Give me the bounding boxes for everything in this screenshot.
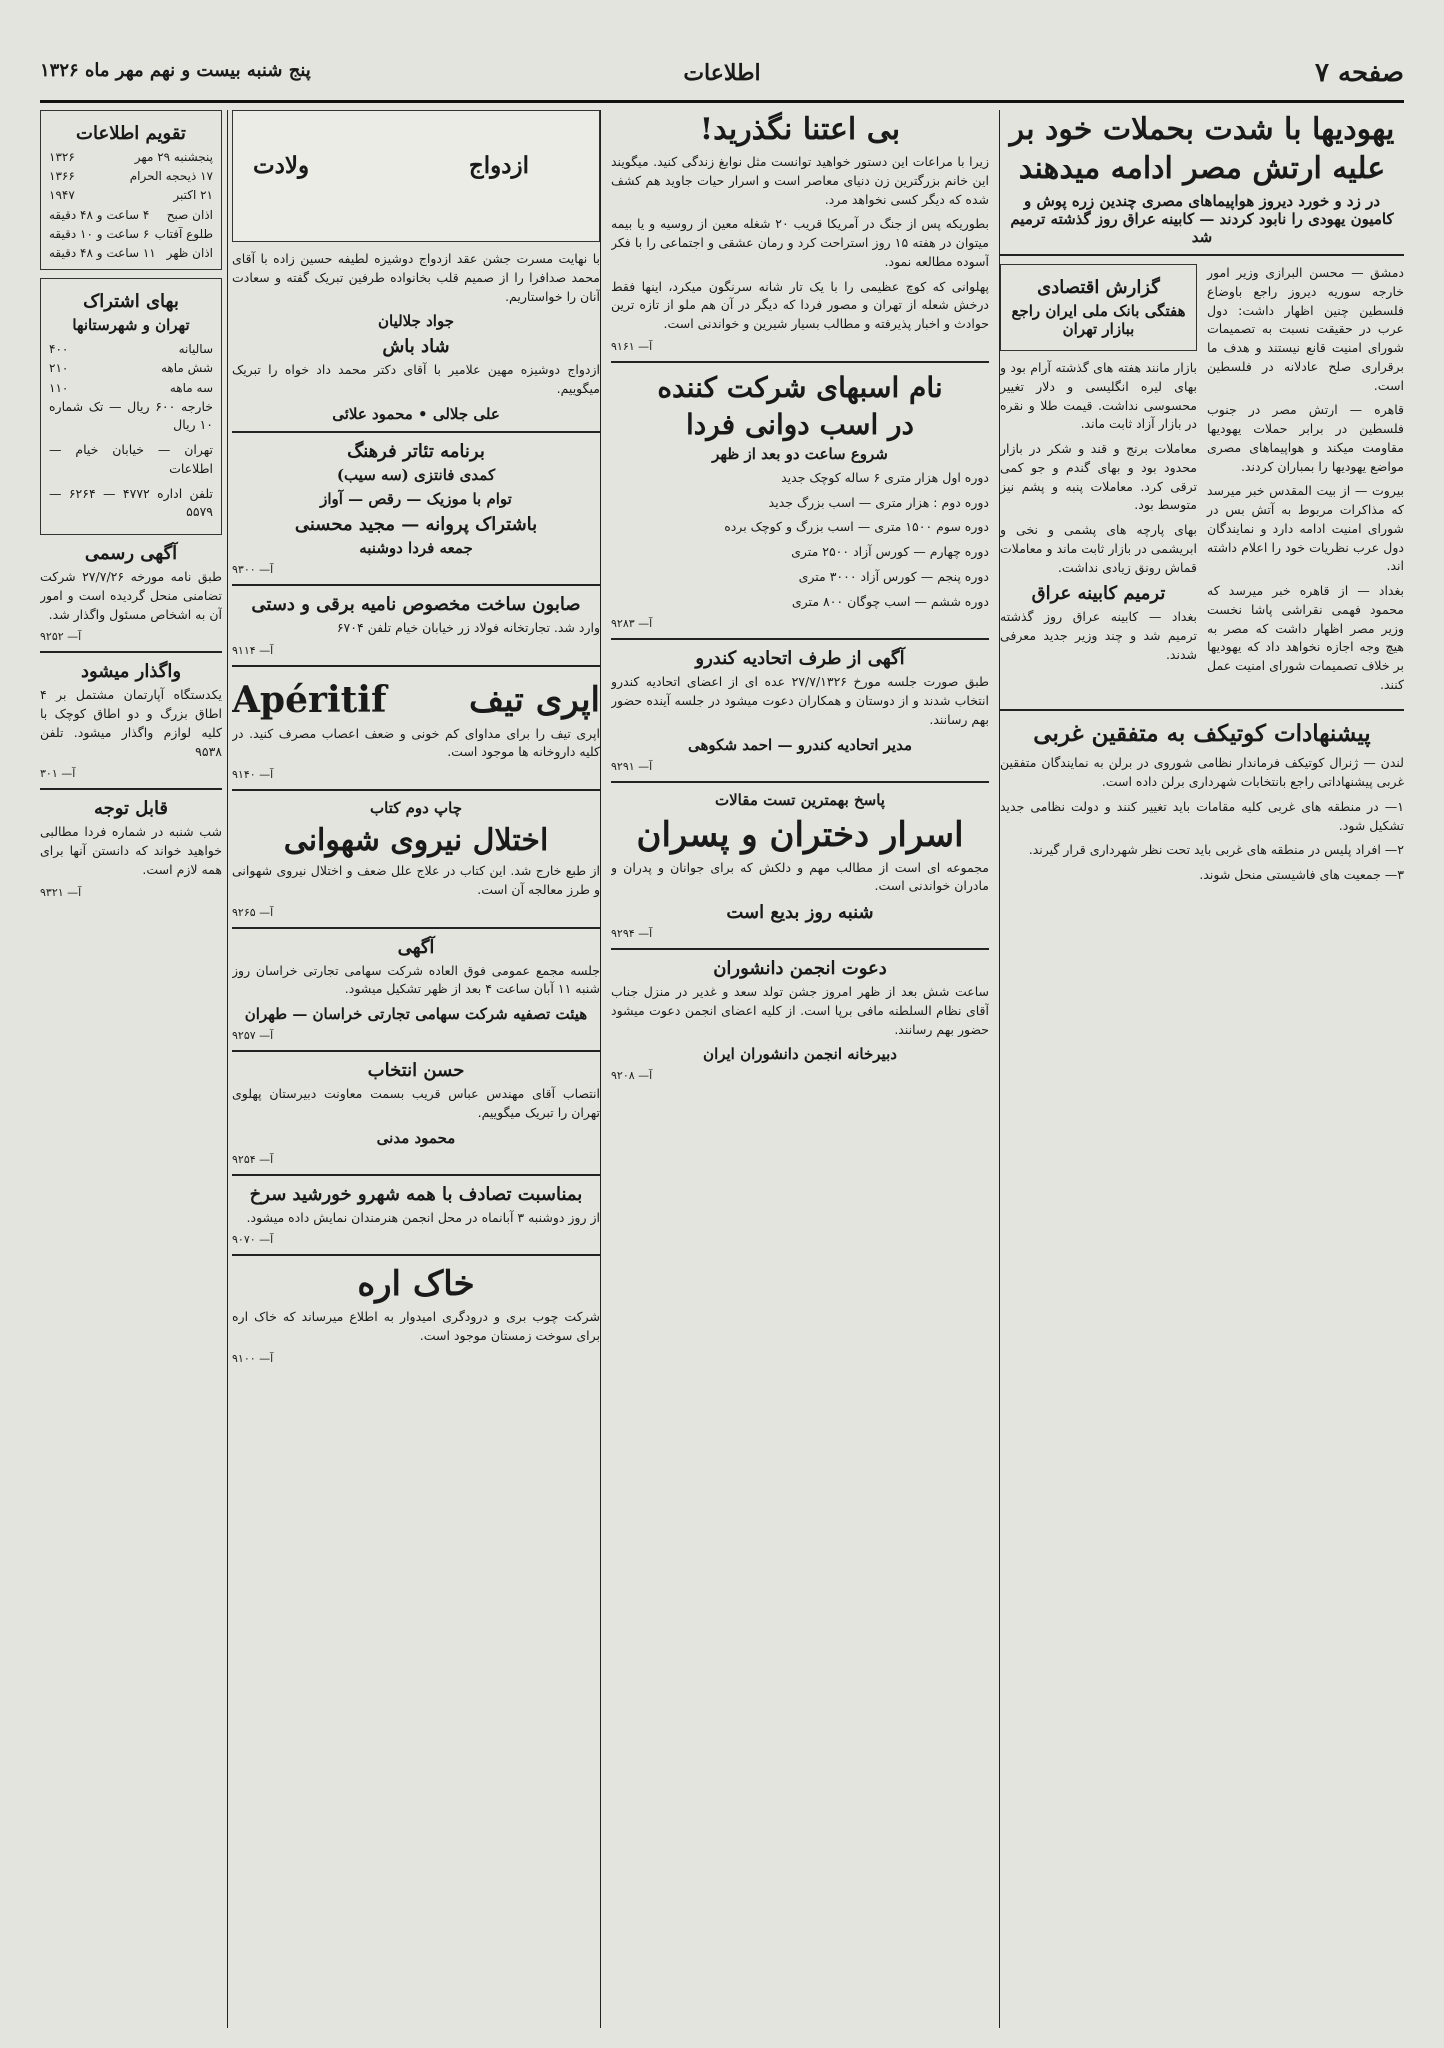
report-subtitle: هفتگی بانک ملی ایران راجع ببازار تهران: [1011, 302, 1186, 338]
kotikov-paragraph: ۳— جمعیت های فاشیستی منحل شوند.: [1199, 867, 1404, 883]
ad-paragraph: پهلوانی که کوچ عظیمی را با یک تار شانه سرنگون میکرد، اینها فقط درخش شعله از تهران و مصور فردا که دیگر در آن هم ملو از تازه ترین حوادث و اخبار پذیرفته و مطالب بسیار شیرین و خواندنی است.: [611, 278, 989, 331]
address: تهران — خیابان خیام — اطلاعات: [49, 442, 213, 476]
ad-reference: آ— ۹۱۶۱: [611, 339, 653, 353]
wedding-signature: جواد جلالیان: [378, 312, 454, 331]
ad-reference: آ— ۹۱۰۰: [232, 1351, 274, 1365]
subscription-note: خارجه ۶۰۰ ریال — تک شماره ۱۰ ریال: [49, 398, 213, 433]
race-line: دوره سوم ۱۵۰۰ متری — اسب بزرگ و کوچک برده: [724, 519, 989, 535]
theatre-sub: کمدی فانتزی (سه سیب): [336, 465, 496, 484]
soap-headline: صابون ساخت مخصوص نامیه برقی و دستی: [251, 593, 581, 615]
ad-reference: آ— ۹۲۶۵: [232, 905, 274, 919]
economic-report: [1000, 264, 1197, 351]
ad-reference: آ— ۹۱۱۴: [232, 643, 274, 657]
race-line: دوره ششم — اسب چوگان ۸۰۰ متری: [791, 593, 989, 609]
phones: تلفن اداره ۴۷۷۲ — ۶۲۶۴ — ۵۵۷۹: [49, 485, 213, 520]
theatre-headline: برنامه تئاتر فرهنگ: [347, 440, 485, 462]
race-time: شروع ساعت دو بعد از ظهر: [712, 444, 888, 463]
cabinet-title: ترمیم کابینه عراق: [1031, 583, 1166, 605]
news-paragraph: دمشق — محسن البرازی وزیر امور خارجه سوریه دیروز راجع باوضاع فلسطین چنین اظهار داشت: دول عرب در حقیقت نسبت به تصمیمات شورای امنیت قانع نیستند و هدف ما برقراری صلح عادلانه در فلسطین است.: [1207, 265, 1404, 393]
birth-label: ولادت: [253, 152, 310, 179]
calendar-headline: تقویم اطلاعات: [76, 123, 186, 144]
kotikov-paragraph: ۲— افراد پلیس در منطقه های غربی باید تحت نظر شهرداری قرار گیرند.: [1028, 842, 1404, 858]
ad-reference: آ— ۹۳۰۰: [232, 562, 274, 576]
column-ads-center: [611, 110, 989, 2028]
column-news: [1000, 110, 1404, 2028]
subscription-box: بهای اشتراک تهران و شهرستانها سالیانه ۴۰۰ شش ماهه ۲۱۰ سه ماهه ۱۱۰ خارجه ۶۰۰ ریال — تک شماره ۱۰ ریال تهران — خیابان خیام — اطلاعات تلفن اداره ۴۷۷۲ — ۶۲۶۴ — ۵۵۷۹: [40, 278, 222, 535]
official-headline: آگهی رسمی: [84, 543, 178, 565]
race-headline: نام اسبهای شرکت کننده: [657, 370, 943, 404]
agahi-signature: هیئت تصفیه شرکت سهامی تجارتی خراسان — طهران: [244, 1005, 588, 1023]
kotikov-paragraph: ۱— در منطقه های غربی کلیه مقامات باید تغییر کنند و دولت نظامی جدید تشکیل شود.: [1000, 798, 1404, 833]
column-ads-left: [232, 110, 600, 2028]
ad-reference: آ— ۹۲۵۲: [40, 630, 82, 644]
notice-signature: دبیرخانه انجمن دانشوران ایران: [703, 1045, 897, 1064]
ad-reference: آ— ۹۰۷۰: [232, 1233, 274, 1247]
hosn-headline: حسن انتخاب: [367, 1060, 465, 1081]
calendar-box: تقویم اطلاعات پنجشنبه ۲۹ مهر ۱۳۲۶ ۱۷ ذیحجه الحرام ۱۳۶۶ ۲۱ اکتبر ۱۹۴۷ اذان صبح ۴ ساعت و ۴۸ دقیقه طلوع آفتاب ۶ ساعت و ۱۰ دقیقه اذان ظهر ۱۱ ساعت و ۴۸ دقیقه: [40, 110, 222, 270]
hosn-signature: محمود مدنی: [376, 1128, 456, 1147]
aperitif-paragraph: اپری تیف را برای مداوای کم خونی و ضعف اعصاب مصرف کنید. در کلیه داروخانه ها موجود است.: [232, 725, 600, 760]
ad-reference: آ— ۹۲۰۸: [611, 1069, 653, 1083]
news-paragraph: قاهره — ارتش مصر در جنوب فلسطین در برابر حملات یهودیها مقاومت میکند و هواپیماهای مصری مواضع یهودیها را بمباران کردند.: [1207, 402, 1404, 474]
report-paragraph: معاملات برنج و قند و شکر در بازار محدود بود و بهای گندم و جو کمی ترقی کرد. معاملات پنبه و پشم نیز متوسط بود.: [1000, 441, 1197, 513]
khakareh-paragraph: شرکت چوب بری و درودگری امیدوار به اطلاع میرساند که خاک اره برای سوخت زمستان موجود است.: [232, 1309, 600, 1343]
masthead: [40, 52, 1404, 103]
news-paragraph: بیروت — از بیت المقدس خبر میرسد که مذاکرات مربوط به آتش بس در شورای امنیت ادامه دارد و نمایندگان دول عرب نظریات خود را اعلام داشته اند.: [1207, 483, 1404, 574]
race-line: دوره چهارم — کورس آزاد ۲۵۰۰ متری: [791, 544, 989, 559]
page-number: صفحه ۷: [1315, 58, 1404, 88]
story-label: پاسخ بهمترین تست مقالات: [715, 790, 885, 809]
column-info: [40, 110, 222, 2028]
aperitif-latin: Apéritif: [232, 678, 387, 721]
wedding-label: ازدواج: [468, 152, 529, 179]
headline-dont-ignore: بی اعتنا نگذرید!: [699, 112, 901, 147]
union-signature: مدیر اتحادیه کندرو — احمد شکوهی: [688, 735, 912, 754]
theatre-date: جمعه فردا دوشنبه: [359, 538, 473, 557]
book-label: چاپ دوم کتاب: [370, 799, 462, 817]
agahi-paragraph: جلسه مجمع عمومی فوق العاده شرکت سهامی تجارتی خراسان روز شنبه ۱۱ آبان ساعت ۴ بعد از ظهر تشکیل میشود.: [232, 962, 600, 997]
hosn-paragraph: انتصاب آقای مهندس عباس قریب بسمت معاونت دبیرستان پهلوی تهران را تبریک میگوییم.: [232, 1086, 600, 1120]
rent-headline: واگذار میشود: [80, 661, 182, 683]
kotikov-paragraph: لندن — ژنرال کوتیکف فرماندار نظامی شوروی در برلن به نمایندگان متفقین غربی پیشنهاداتی راجع بانتخابات شهرداری برلن داده است.: [1000, 755, 1404, 790]
memorial-headline: بمناسبت تصادف با همه شهرو خورشید سرخ: [249, 1183, 583, 1205]
newspaper-name[interactable]: اطلاعات: [683, 60, 761, 86]
kotikov-headline: پیشنهادات کوتیکف به متفقین غربی: [1033, 719, 1371, 747]
shabash-paragraph: ازدواج دوشیزه مهین علامیر با آقای دکتر محمد داد خواه را تبریک میگوییم.: [232, 362, 600, 396]
soap-paragraph: وارد شد. تجارتخانه فولاد زر خیابان خیام تلفن ۶۷۰۴: [336, 619, 600, 635]
ad-reference: آ— ۹۲۵۷: [232, 1029, 274, 1042]
headline-main: یهودیها با شدت بحملات خود بر علیه ارتش مصر ادامه میدهند: [1009, 112, 1395, 186]
ad-reference: آ— ۹۲۵۴: [232, 1152, 274, 1166]
union-headline: آگهی از طرف اتحادیه کندرو: [695, 648, 905, 670]
theatre-cast: باشتراک پروانه — مجید محسنی: [294, 513, 538, 535]
ad-reference: آ— ۹۳۲۱: [40, 885, 82, 899]
footer-paragraph: شب شنبه در شماره فردا مطالبی خواهید خواند که دانستن آنها برای همه لازم است.: [40, 824, 222, 877]
ad-paragraph: بطوریکه پس از جنگ در آمریکا قریب ۲۰ شغله معین از روسیه و یا بیمه میتوان در هفته ۱۵ روز استراحت کرد و رمان عشقی و اجتماعی را با فکر آسوده مطالعه نمود.: [611, 216, 989, 269]
issue-date: پنج شنبه بیست و نهم مهر ماه ۱۳۲۶: [40, 60, 311, 81]
aperitif-persian: اپری تیف: [468, 679, 600, 720]
story-paragraph: مجموعه ای است از مطالب مهم و دلکش که برای جوانان و پدران و مادران خواندنی است.: [611, 859, 989, 894]
union-paragraph: طبق صورت جلسه مورخ ۲۷/۷/۱۳۲۶ عده ای از اعضای اتحادیه کندرو انتخاب شدند و از دوستان و همکاران دعوت میشود در جلسه آینده حضور بهم رسانند.: [611, 674, 989, 727]
report-paragraph: بهای پارچه های پشمی و نخی و ابریشمی در بازار ثابت ماند و معاملات قماش رونق زیادی نداشت.: [1000, 522, 1197, 575]
news-paragraph: بغداد — از قاهره خبر میرسد که محمود فهمی نقراشی پاشا نخست وزیر مصر اظهار داشت که مصر به هیچ وجه اجازه نخواهد داد که یهودیها بر خلاف تصمیمات شورای امنیت عمل کنند.: [1207, 583, 1404, 692]
book-paragraph: از طبع خارج شد. این کتاب در علاج علل ضعف و اختلال نیروی شهوانی و طرز معالجه آن است.: [232, 863, 600, 897]
story-tagline: شنبه روز بدیع است: [726, 902, 874, 923]
ad-reference: آ— ۹۲۹۴: [611, 927, 653, 940]
ad-reference: آ— ۹۱۴۰: [232, 768, 274, 781]
report-title: گزارش اقتصادی: [1037, 277, 1160, 298]
ad-paragraph: زیرا با مراعات این دستور خواهید توانست مثل نوابغ زندگی کنید. میگویند این خانم بزرگترین زن دنیای معاصر است و اسرار حیات جاوید هم کشف شده که دیگر کسی نخواهد مرد.: [611, 154, 989, 207]
race-line: دوره دوم : هزار متری — اسب بزرگ جدید: [768, 494, 989, 510]
report-paragraph: بازار مانند هفته های گذشته آرام بود و بهای لیره انگلیسی و دلار تغییر محسوسی نداشت. قیمت طلا و نقره در بازار آزاد ثابت ماند.: [1000, 360, 1197, 432]
ad-reference: آ— ۳۰۱: [40, 767, 76, 781]
official-paragraph: طبق نامه مورخه ۲۷/۷/۲۶ شرکت تضامنی منحل گردیده است و امور آن به اشخاص مسئول واگذار شد.: [40, 569, 222, 622]
notice-headline: دعوت انجمن دانشوران: [713, 958, 887, 979]
shabash-signature: علی جلالی • محمود علائی: [332, 404, 500, 423]
wedding-paragraph: با نهایت مسرت جشن عقد ازدواج دوشیزه لطیفه حسین زاده با آقای محمد صدافرا را از صمیم قلب بخانواده طرفین تبریک گفته و سعادت آنان را خواستاریم.: [232, 251, 600, 304]
shabash-headline: شاد باش: [382, 336, 450, 358]
ad-reference: آ— ۹۲۸۳: [611, 617, 653, 631]
khakareh-headline: خاک اره: [357, 1264, 475, 1305]
agahi-headline: آگهی: [397, 936, 435, 958]
subscription-label: تهران و شهرستانها: [72, 316, 190, 335]
theatre-line: توام با موزیک — رقص — آواز: [320, 489, 512, 508]
wedding-illustration: [232, 110, 600, 242]
story-headline: اسرار دختران و پسران: [636, 814, 964, 855]
book-title: اختلال نیروی شهوانی: [283, 823, 549, 858]
race-headline-2: در اسب دوانی فردا: [686, 407, 914, 441]
memorial-paragraph: از روز دوشنبه ۳ آبانماه در محل انجمن هنرمندان نمایش داده میشود.: [246, 1209, 600, 1225]
race-line: دوره پنجم — کورس آزاد ۳۰۰۰ متری: [798, 568, 989, 584]
footer-headline: قابل توجه: [93, 798, 169, 820]
subscription-headline: بهای اشتراک: [83, 291, 179, 313]
notice-paragraph: ساعت شش بعد از ظهر امروز جشن تولد سعد و غدیر در منزل جناب آقای نظام السلطنه مافی برپا است. از کلیه اعضای انجمن دعوت میشود حضور بهم رسانند.: [611, 984, 989, 1037]
cabinet-paragraph: بغداد — کابینه عراق روز گذشته ترمیم شد و چند وزیر جدید معرفی شدند.: [1000, 609, 1197, 662]
ad-reference: آ— ۹۲۹۱: [611, 759, 653, 773]
race-line: دوره اول هزار متری ۶ ساله کوچک جدید: [781, 469, 989, 485]
rent-paragraph: یکدستگاه آپارتمان مشتمل بر ۴ اطاق بزرگ و دو اطاق کوچک با کلیه لوازم واگذار میشود. تلفن ۹۵۳۸: [40, 687, 222, 759]
subheadline: در زد و خورد دیروز هواپیماهای مصری چندین زره پوش و کامیون یهودی را نابود کردند — کابینه عراق روز گذشته ترمیم شد: [1010, 192, 1394, 246]
